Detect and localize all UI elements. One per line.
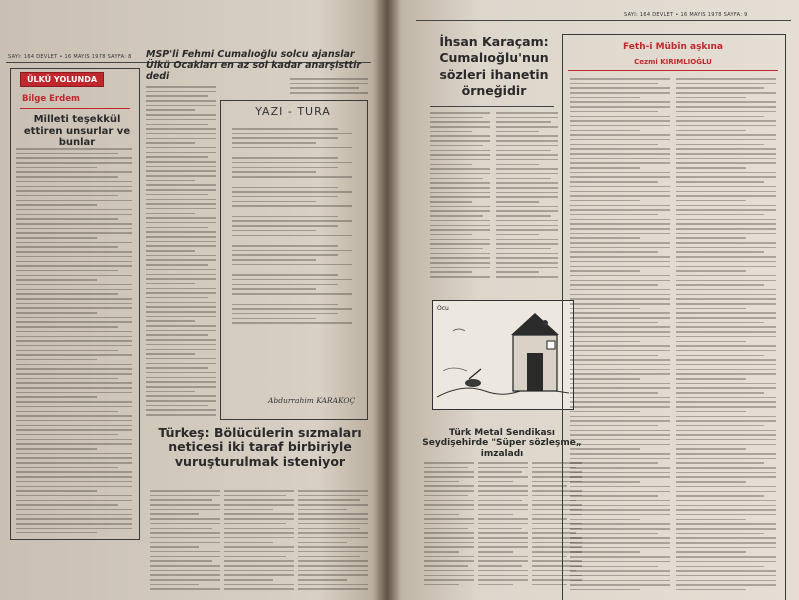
top-story-body-right — [290, 78, 368, 98]
feth-author: Cezmi KIRIMLIOĞLU — [634, 58, 712, 66]
union-story-col2 — [478, 462, 528, 600]
right-page — [392, 0, 799, 600]
lead-story-col1 — [430, 112, 490, 292]
top-headline: MSP'li Fehmi Cumalıoğlu solcu ajanslar Ülkü Ocakları en az sol kadar anarşisttir dedi — [146, 49, 362, 82]
cartoon-drawing-icon — [433, 301, 573, 409]
union-story-col1 — [424, 462, 474, 600]
feth-col1 — [570, 78, 670, 596]
feth-red-rule — [568, 70, 778, 71]
left-page — [0, 0, 384, 600]
lead-story-col2 — [496, 112, 558, 292]
right-folio: SAYI: 164 DEVLET • 16 MAYIS 1978 SAYFA: 9 — [624, 12, 748, 18]
bottom-story-col1 — [150, 490, 220, 600]
bottom-headline: Türkeş: Bölücülerin sızmaları neticesi iki taraf birbiriyle vuruşturulmak isteniyor — [158, 425, 362, 469]
feth-headline: Feth-i Mübîn aşkına — [623, 42, 723, 52]
poem-title: YAZI - TURA — [255, 105, 331, 118]
cartoon-caption: Ocu — [437, 305, 449, 312]
bottom-story-col3 — [298, 490, 368, 600]
column-red-rule — [20, 108, 130, 109]
right-header-rule — [416, 20, 791, 21]
poem-body — [232, 128, 358, 390]
bottom-story-col2 — [224, 490, 294, 600]
top-story-body — [146, 86, 216, 416]
poem-author: Abdurrahim KARAKOÇ — [268, 396, 356, 405]
union-headline: Türk Metal Sendikası Seydişehirde "Süper sözleşme„ imzaladı — [422, 428, 582, 459]
feth-col2 — [676, 78, 776, 596]
left-folio: SAYI: 164 DEVLET • 16 MAYIS 1978 SAYFA: 8 — [8, 54, 132, 60]
column-author: Bilge Erdem — [22, 94, 80, 104]
cartoon — [432, 300, 574, 410]
column-tag: ÜLKÜ YOLUNDA — [20, 72, 104, 87]
lead-rule — [430, 106, 554, 107]
column-body — [16, 148, 132, 533]
lead-headline: İhsan Karaçam: Cumalıoğlu'nun sözleri ihanetin örneğidir — [439, 34, 549, 98]
column-headline: Milleti teşekkül ettiren unsurlar ve bunlar — [23, 114, 131, 148]
